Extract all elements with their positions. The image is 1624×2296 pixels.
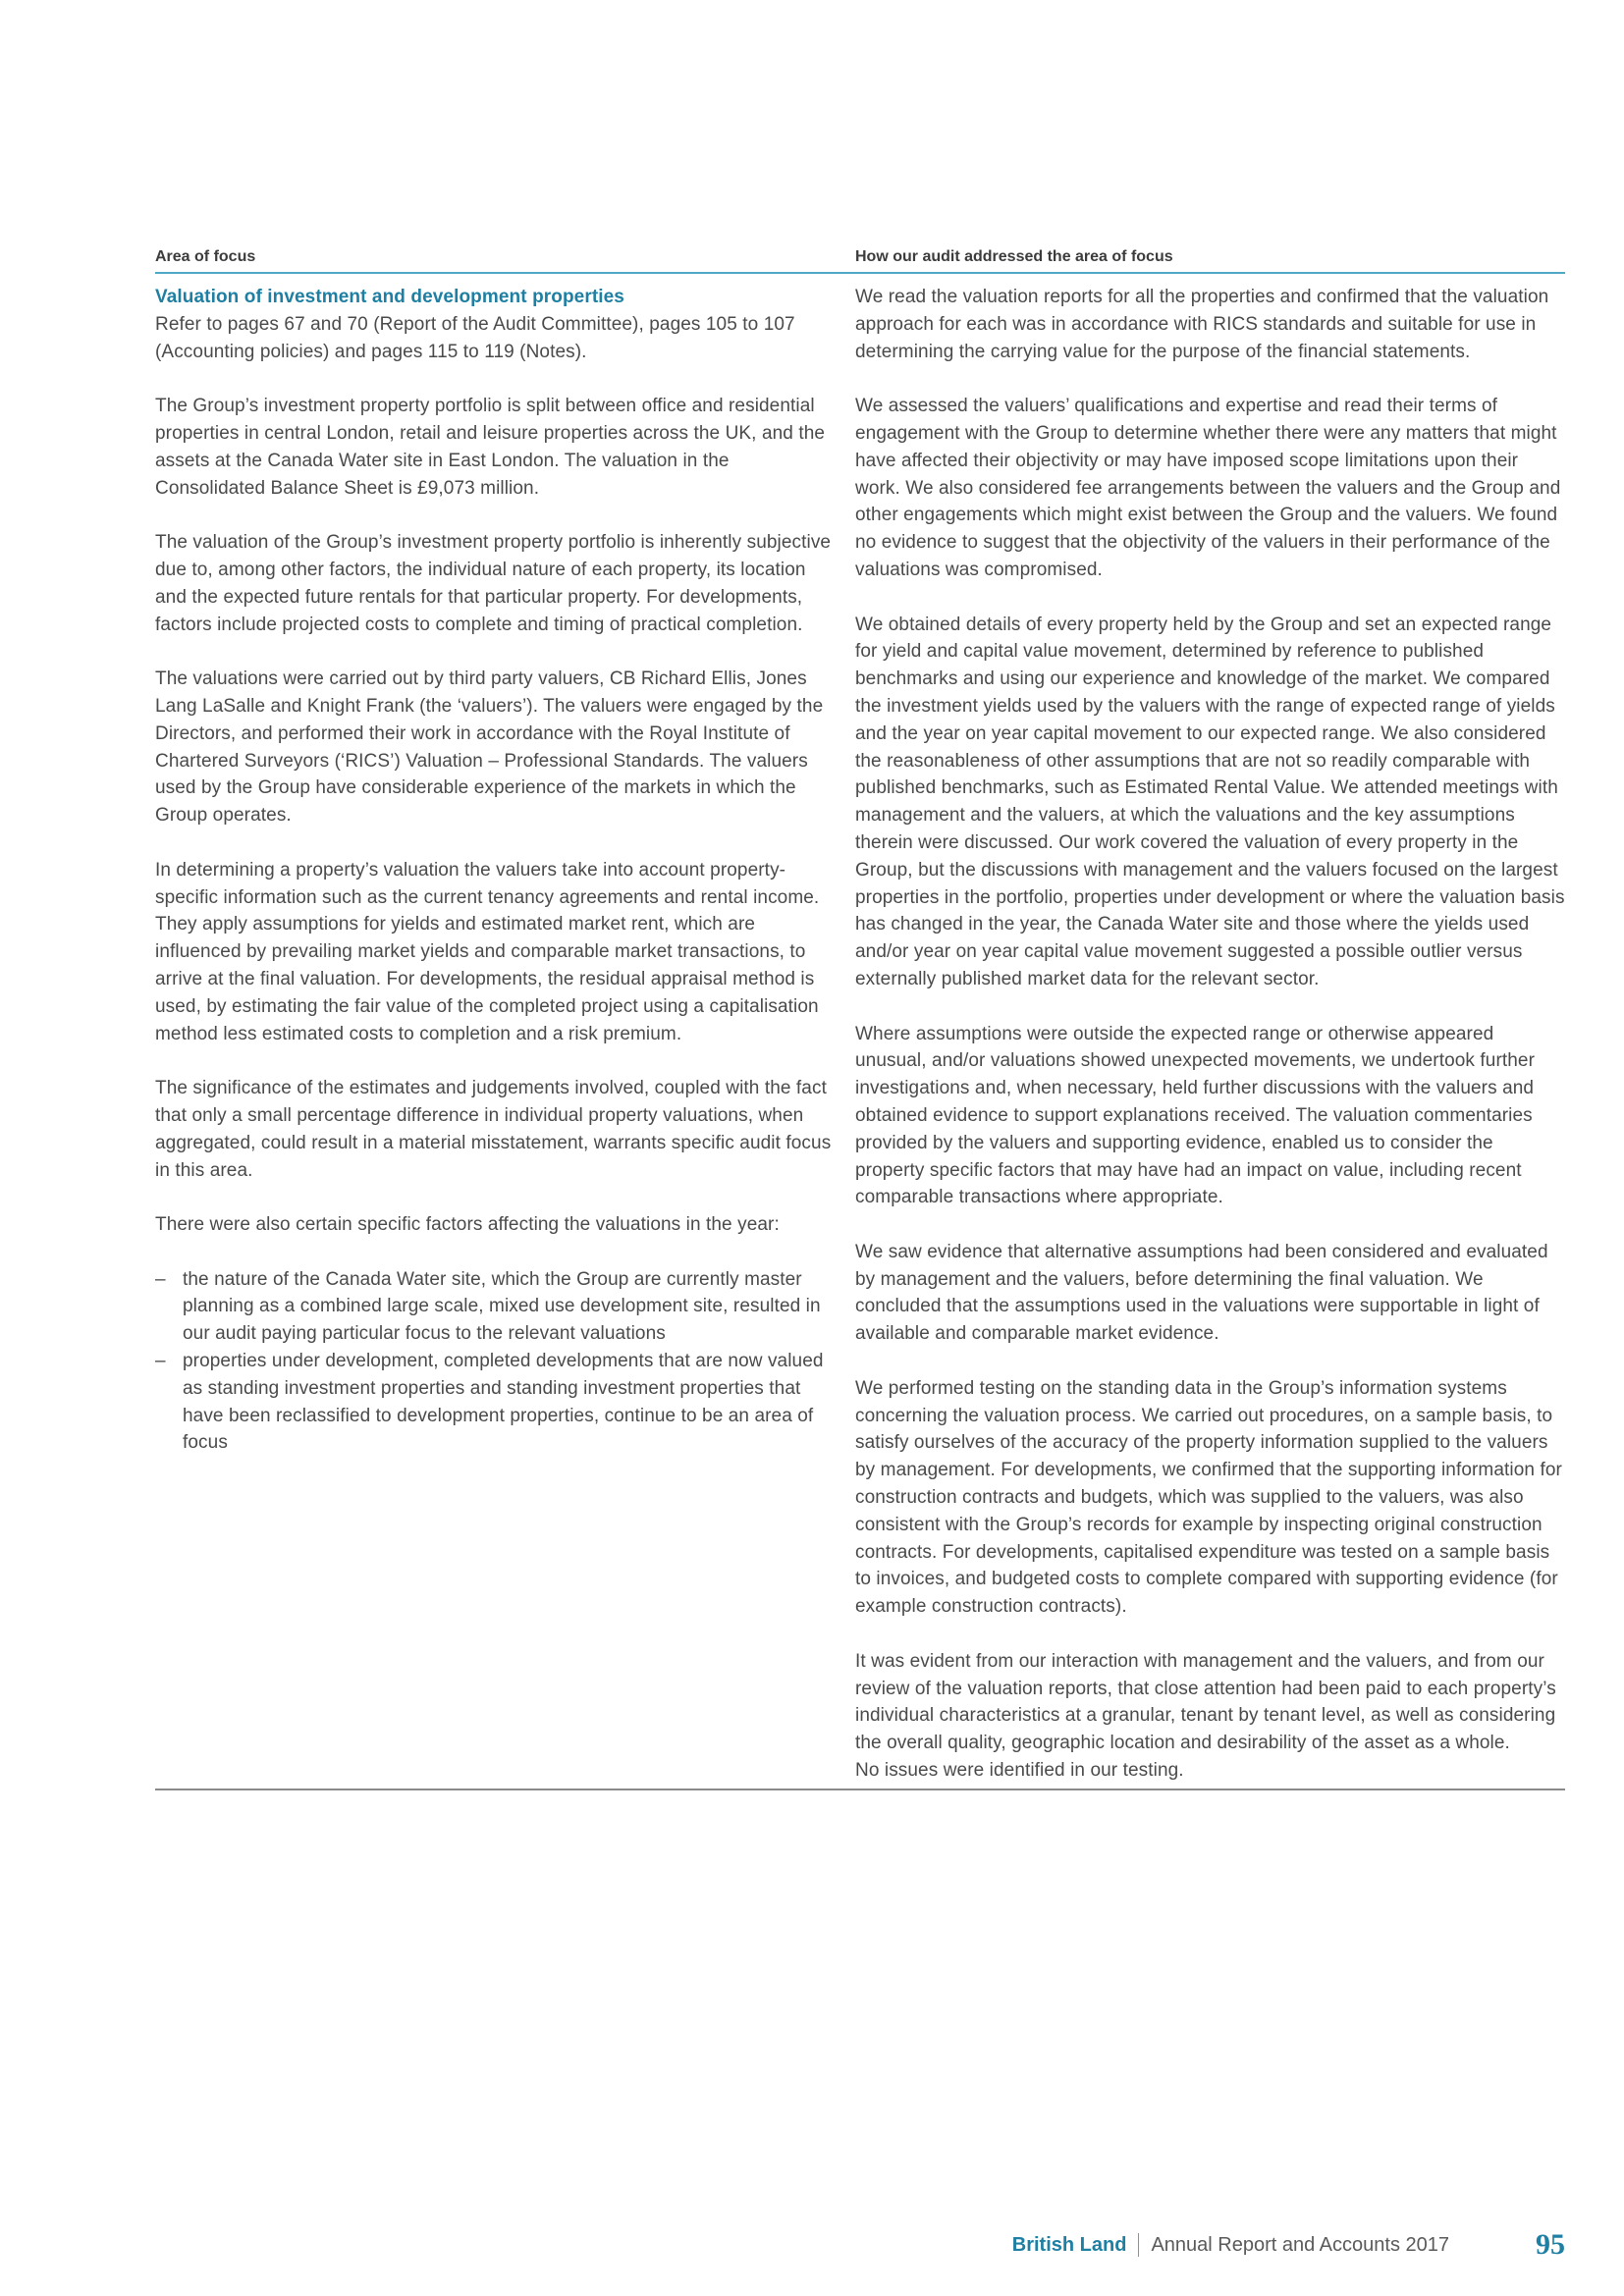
table-row: [155, 274, 1565, 1790]
right-paragraph: We performed testing on the standing data in the Group’s information systems concerning the valuation process. We carried out procedures, on a sample basis, to satisfy ourselves of the accuracy of the property information supplied to the valuers by management. For developments, we confirmed that the supporting information for construction contracts and budgets, which was supplied to the valuers, was also consistent with the Group’s records for example by inspecting original construction contracts. For developments, capitalised expenditure was tested on a sample basis to invoices, and budgeted costs to complete compared with supporting evidence (for example construction contracts).: [855, 1377, 1562, 1618]
report-title: Annual Report and Accounts 2017: [1151, 2233, 1449, 2256]
left-paragraph: The valuation of the Group’s investment property portfolio is inherently subjective due to, among other factors, the individual nature of each property, its location and the expected future rentals for that particular property. For developments, factors include projected costs to complete and timing of practical completion.: [155, 532, 832, 635]
focus-title: Valuation of investment and development properties: [155, 287, 624, 307]
page-footer: [1012, 2228, 1565, 2262]
table-header: [155, 248, 1565, 274]
area-of-focus-column: [155, 284, 855, 1785]
right-paragraph: We obtained details of every property held by the Group and set an expected range for yield and capital value movement, determined by reference to published benchmarks and using our experience and knowledge of the market. We compared the investment yields used by the valuers with the range of expected range of yields and the year on year capital movement to our expected range. We also considered the reasonableness of other assumptions that are not so readily comparable with published benchmarks, such as Estimated Rental Value. We attended meetings with management and the valuers, at which the valuations and the key assumptions therein were discussed. Our work covered the valuation of every property in the Group, but the discussions with management and the valuers focused on the largest properties in the portfolio, properties under development or where the valuation basis has changed in the year, the Canada Water site and those where the yields used and/or year on year capital value movement suggested a possible outlier versus externally published market data for the relevant sector.: [855, 614, 1565, 989]
audit-response-column: [855, 284, 1565, 1785]
audit-conclusion: No issues were identified in our testing.: [855, 1760, 1184, 1782]
page-number: 95: [1536, 2228, 1565, 2261]
left-paragraph: Refer to pages 67 and 70 (Report of the Audit Committee), pages 105 to 107 (Accounting policies) and pages 115 to 119 (Notes).: [155, 313, 795, 362]
right-paragraph: It was evident from our interaction with management and the valuers, and from our review of the valuation reports, that close attention had been paid to each property’s individual characteristics at a granular, tenant by tenant level, as well as considering the overall quality, geographic location and desirability of the asset as a whole.: [855, 1650, 1556, 1754]
left-paragraph: In determining a property’s valuation the valuers take into account property-specific information such as the current tenancy agreements and rental income. They apply assumptions for yields and estimated market rent, which are influenced by prevailing market yields and comparable market transactions, to arrive at the final valuation. For developments, the residual appraisal method is used, by estimating the fair value of the completed project using a capitalisation method less estimated costs to completion and a risk premium.: [155, 859, 820, 1044]
right-paragraph: We saw evidence that alternative assumptions had been considered and evaluated by management and the valuers, before determining the final valuation. We concluded that the assumptions used in the valuations were supportable in light of available and comparable market evidence.: [855, 1241, 1548, 1345]
right-paragraph: We assessed the valuers’ qualifications and expertise and read their terms of engagement with the Group to determine whether there were any matters that might have affected their objectivity or may have imposed scope limitations upon their work. We also considered fee arrangements between the valuers and the Group and other engagements which might exist between the Group and the valuers. We found no evidence to suggest that the objectivity of the valuers in their performance of the valuations was compromised.: [855, 396, 1561, 580]
right-paragraph: Where assumptions were outside the expected range or otherwise appeared unusual, and/or valuations showed unexpected movements, we undertook further investigations and, when necessary, held further discussions with the valuers and obtained evidence to support explanations received. The valuation commentaries provided by the valuers and supporting evidence, enabled us to consider the property specific factors that may have had an impact on value, including recent comparable transactions where appropriate.: [855, 1023, 1536, 1208]
specific-factors-list: [155, 1266, 834, 1458]
footer-divider: [1138, 2233, 1139, 2257]
list-item: – properties under development, completed developments that are now valued as standing investment properties and standing investment properties that have been reclassified to development properties, continue to be an area of focus: [155, 1348, 834, 1457]
list-item: – the nature of the Canada Water site, which the Group are currently master planning as a combined large scale, mixed use development site, resulted in our audit paying particular focus to the relevant valuations: [155, 1266, 834, 1348]
header-audit-response: How our audit addressed the area of focus: [855, 248, 1173, 265]
left-paragraph: The Group’s investment property portfolio is split between office and residential properties in central London, retail and leisure properties across the UK, and the assets at the Canada Water site in East London. The valuation in the Consolidated Balance Sheet is £9,073 million.: [155, 396, 826, 499]
right-paragraph: We read the valuation reports for all the properties and confirmed that the valuation approach for each was in accordance with RICS standards and suitable for use in determining the carrying value for the purpose of the financial statements.: [855, 287, 1549, 362]
left-paragraph: The valuations were carried out by third party valuers, CB Richard Ellis, Jones Lang LaSalle and Knight Frank (the ‘valuers’). The valuers were engaged by the Directors, and performed their work in accordance with the Royal Institute of Chartered Surveyors (‘RICS’) Valuation – Professional Standards. The valuers used by the Group have considerable experience of the markets in which the Group operates.: [155, 668, 824, 827]
header-area-of-focus: Area of focus: [155, 248, 256, 265]
left-paragraph: The significance of the estimates and judgements involved, coupled with the fact that only a small percentage difference in individual property valuations, when aggregated, could result in a material misstatement, warrants specific audit focus in this area.: [155, 1078, 832, 1181]
audit-focus-table: [155, 248, 1565, 1790]
brand-name: British Land: [1011, 2233, 1127, 2256]
left-paragraph: There were also certain specific factors affecting the valuations in the year:: [155, 1214, 780, 1236]
